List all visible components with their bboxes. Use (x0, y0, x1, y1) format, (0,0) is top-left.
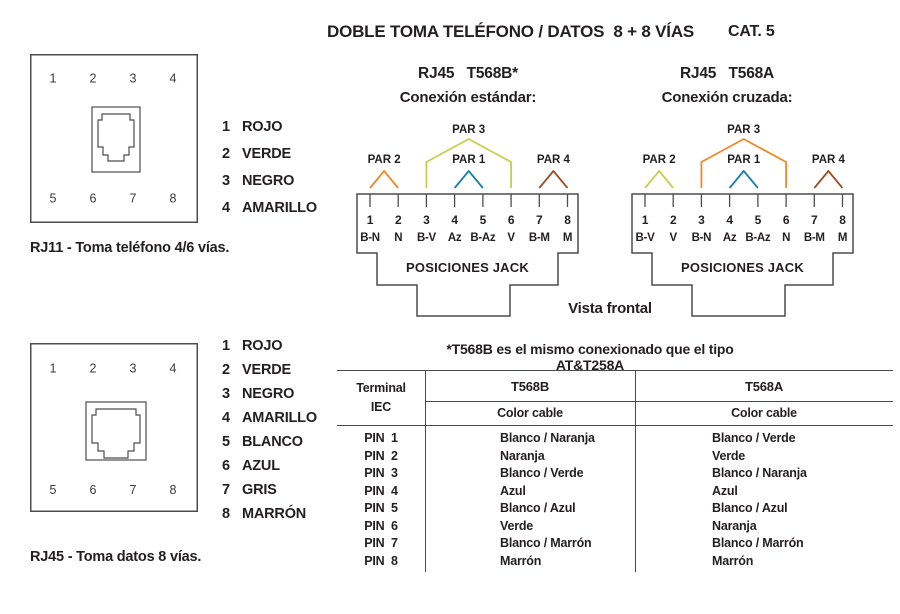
legend-color-name: VERDE (242, 362, 291, 378)
pin-number: 4 (169, 361, 177, 376)
legend-color-name: MARRÓN (242, 506, 307, 522)
pin-number: 7 (536, 213, 543, 227)
rj11-legend (222, 119, 317, 227)
legend-num: 2 (222, 362, 230, 378)
legend-num: 1 (222, 119, 230, 135)
wire-label: B-V (635, 232, 655, 244)
legend-item (222, 200, 317, 227)
wire-label: V (669, 232, 677, 244)
pin-number: 5 (754, 213, 762, 227)
rj11-socket-frame (92, 107, 140, 172)
pin-number: 8 (169, 191, 177, 206)
legend-color-name: BLANCO (242, 434, 303, 450)
diagram-t568b-heading: RJ45 T568B* (418, 65, 518, 82)
pin-number: 2 (394, 213, 402, 227)
wire-label: B-N (691, 232, 712, 244)
pin-number: 1 (641, 213, 649, 227)
legend-color-name: VERDE (242, 146, 291, 162)
pin-number: 1 (366, 213, 374, 227)
wire-label: M (562, 232, 573, 244)
color-cable-subheader: Color cable (497, 406, 563, 420)
pair1-curve (730, 171, 758, 188)
wire-label: N (394, 232, 403, 244)
posiciones-jack-label: POSICIONES JACK (406, 260, 529, 275)
legend-item (222, 506, 317, 530)
t568a-color-cell: Verde (712, 448, 746, 463)
page-title: DOBLE TOMA TELÉFONO / DATOS 8 + 8 VÍAS (327, 22, 695, 41)
legend-item (222, 410, 317, 434)
wire-label: B-V (416, 232, 436, 244)
terminal-iec-header (337, 379, 425, 417)
legend-color-name: ROJO (242, 338, 283, 354)
legend-item (222, 362, 317, 386)
cat5-label: CAT. 5 (728, 23, 775, 40)
pin-number: 5 (49, 483, 57, 497)
legend-item (222, 458, 317, 482)
pin-number: 4 (726, 213, 733, 227)
legend-color-name: AZUL (242, 458, 280, 474)
pin-row-label: PIN 5 (364, 501, 398, 515)
pair1-label: PAR 1 (727, 154, 761, 166)
t568b-color-cell: Verde (500, 518, 534, 533)
legend-item (222, 338, 317, 362)
pin-row-label: PIN 6 (364, 518, 398, 533)
pin-number: 5 (49, 191, 57, 206)
pin-row-label: PIN 3 (364, 466, 398, 480)
legend-color-name: GRIS (242, 482, 277, 498)
wire-label: B-Az (470, 232, 496, 244)
jack-front-outline (632, 194, 853, 316)
pin-number: 2 (89, 71, 97, 86)
t568a-color-cell: Blanco / Verde (712, 431, 796, 445)
rj11-socket-silhouette (98, 114, 134, 161)
pair4-label: PAR 4 (536, 154, 570, 166)
legend-num: 8 (222, 506, 230, 522)
color-cable-subheader: Color cable (731, 406, 797, 420)
pin-number: 8 (169, 483, 177, 497)
pair2-curve (370, 171, 398, 188)
t568a-color-cell: Azul (712, 483, 738, 498)
pair4-label: PAR 4 (811, 154, 845, 166)
wire-label: M (837, 232, 848, 244)
wire-label: Az (447, 232, 462, 244)
pair3-label: PAR 3 (452, 124, 486, 136)
t568a-color-cell: Blanco / Marrón (712, 536, 804, 550)
wire-label: B-M (803, 232, 825, 244)
diagram-t568b-subheading: Conexión estándar: (399, 89, 537, 106)
pair2-curve (645, 171, 673, 188)
legend-num: 5 (222, 434, 230, 450)
pair2-label: PAR 2 (367, 154, 401, 166)
rj45-caption: RJ45 - Toma datos 8 vías. (30, 549, 202, 565)
rj11-caption: RJ11 - Toma teléfono 4/6 vías. (30, 240, 230, 256)
legend-num: 4 (222, 410, 230, 426)
t568b-color-cell: Blanco / Naranja (500, 431, 595, 445)
header-divider (425, 401, 893, 402)
footnote: *T568B es el mismo conexionado que el tipo AT&T258A (446, 341, 734, 373)
legend-num: 2 (222, 146, 230, 162)
legend-item (222, 434, 317, 458)
legend-num: 3 (222, 386, 230, 402)
t568a-color-cell: Marrón (712, 553, 754, 568)
pin-number: 1 (49, 361, 57, 376)
pin-number: 6 (89, 191, 97, 206)
pin-row-label: PIN 2 (364, 448, 398, 463)
posiciones-jack-label: POSICIONES JACK (681, 260, 804, 275)
legend-num: 4 (222, 200, 230, 216)
rj45-socket-frame (86, 402, 146, 460)
pin-number: 3 (698, 213, 705, 227)
pin-number: 4 (169, 71, 177, 86)
pin-row-label: PIN 4 (364, 483, 398, 498)
wire-label: V (507, 232, 515, 244)
pin-row-label: PIN 7 (364, 536, 398, 550)
pin-number: 3 (129, 361, 137, 376)
pin-number: 3 (129, 71, 137, 86)
pair4-curve (539, 171, 567, 188)
pin-number: 4 (451, 213, 458, 227)
pin-row-label: PIN 1 (364, 431, 398, 445)
t568a-color-cell: Blanco / Naranja (712, 466, 807, 480)
legend-num: 1 (222, 338, 230, 354)
t568a-color-cell: Naranja (712, 518, 757, 533)
wiring-diagram-t568a (627, 118, 859, 320)
rj45-jack-drawing (30, 343, 198, 512)
diagram-t568a-subheading: Conexión cruzada: (661, 89, 793, 106)
pin-number: 6 (89, 483, 97, 497)
wiring-diagram-t568b (352, 118, 584, 320)
wire-label: N (782, 232, 791, 244)
t568b-color-cell: Blanco / Marrón (500, 536, 592, 550)
legend-color-name: NEGRO (242, 386, 295, 402)
pin-number: 2 (89, 361, 97, 376)
pin-row-label: PIN 8 (364, 553, 398, 568)
wire-label: B-N (360, 232, 380, 244)
t568b-color-cell: Naranja (500, 448, 545, 463)
pin-number: 1 (49, 71, 57, 86)
t568b-color-cell: Azul (500, 483, 526, 498)
legend-num: 3 (222, 173, 230, 189)
header-divider (337, 425, 893, 426)
pin-number: 7 (811, 213, 818, 227)
legend-num: 7 (222, 482, 230, 498)
pair2-label: PAR 2 (642, 154, 676, 166)
t568b-column-header: T568B (510, 379, 550, 394)
pin-number: 7 (129, 483, 137, 497)
rj45-socket-silhouette (92, 409, 140, 458)
t568b-color-cell: Blanco / Verde (500, 466, 584, 480)
t568b-color-cell: Blanco / Azul (500, 501, 576, 515)
pin-number: 6 (507, 213, 515, 227)
pin-number: 5 (479, 213, 487, 227)
jack-front-outline (357, 194, 578, 316)
wire-label: B-Az (745, 232, 771, 244)
pair1-curve (455, 171, 483, 188)
legend-item (222, 482, 317, 506)
t568a-column-header: T568A (744, 379, 784, 394)
terminal-header-line2: IEC (370, 400, 392, 414)
pin-number: 6 (782, 213, 790, 227)
pair1-label: PAR 1 (452, 154, 486, 166)
pin-number: 8 (564, 213, 571, 227)
rj11-jack-drawing (30, 54, 198, 223)
wire-label: B-M (528, 232, 550, 244)
vista-frontal-label: Vista frontal (568, 300, 652, 317)
legend-item (222, 146, 317, 173)
pin-number: 7 (129, 191, 137, 206)
diagram-t568a-heading: RJ45 T568A (679, 65, 775, 82)
legend-color-name: AMARILLO (242, 200, 317, 216)
pin-number: 3 (423, 213, 430, 227)
legend-num: 6 (222, 458, 230, 474)
legend-color-name: AMARILLO (242, 410, 317, 426)
legend-color-name: NEGRO (242, 173, 295, 189)
pin-number: 2 (669, 213, 677, 227)
pin-number: 8 (839, 213, 846, 227)
legend-item (222, 386, 317, 410)
wire-label: Az (722, 232, 737, 244)
pair4-curve (814, 171, 842, 188)
legend-item (222, 119, 317, 146)
terminal-header-line1: Terminal (356, 381, 406, 395)
legend-color-name: ROJO (242, 119, 283, 135)
rj45-legend (222, 338, 317, 530)
t568b-color-cell: Marrón (500, 553, 542, 568)
color-code-table (337, 370, 893, 573)
pair3-label: PAR 3 (727, 124, 761, 136)
t568a-color-cell: Blanco / Azul (712, 501, 788, 515)
legend-item (222, 173, 317, 200)
